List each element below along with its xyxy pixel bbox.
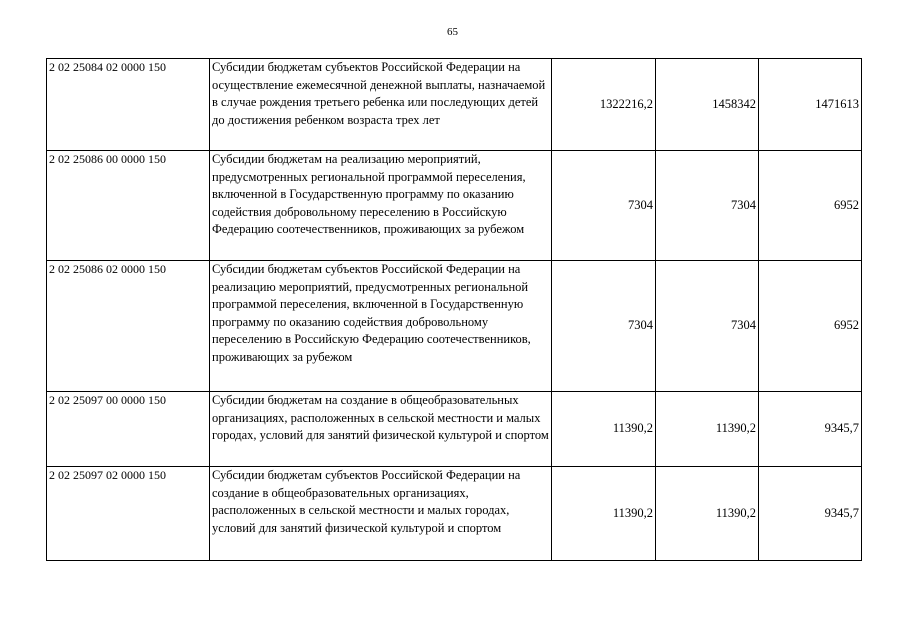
budget-code: 2 02 25086 02 0000 150 [47, 261, 210, 392]
row-description: Субсидии бюджетам субъектов Российской Федерации на создание в общеобразовательных организациях, расположенных в сельской местности и малых городах, условий для занятий физической культурой и спортом [210, 467, 552, 561]
table-row [47, 467, 862, 561]
value-year-3: 6952 [759, 261, 862, 392]
table-row [47, 392, 862, 467]
row-description: Субсидии бюджетам субъектов Российской Федерации на реализацию мероприятий, предусмотренных региональной программой переселения, включенной в Государственную программу по оказанию содействия добровольному переселению в Российскую Федерацию соотечественников, проживающих за рубежом [210, 261, 552, 392]
page-number: 65 [447, 26, 458, 38]
value-year-3: 1471613 [759, 59, 862, 151]
value-year-2: 7304 [656, 261, 759, 392]
value-year-3: 6952 [759, 151, 862, 261]
budget-code: 2 02 25097 02 0000 150 [47, 467, 210, 561]
value-year-2: 11390,2 [656, 467, 759, 561]
value-year-1: 1322216,2 [552, 59, 656, 151]
row-description: Субсидии бюджетам субъектов Российской Федерации на осуществление ежемесячной денежной выплаты, назначаемой в случае рождения третьего ребенка или последующих детей до достижения ребенком возраста трех лет [210, 59, 552, 151]
budget-code: 2 02 25086 00 0000 150 [47, 151, 210, 261]
value-year-3: 9345,7 [759, 392, 862, 467]
value-year-2: 1458342 [656, 59, 759, 151]
row-description: Субсидии бюджетам на реализацию мероприятий, предусмотренных региональной программой переселения, включенной в Государственную программу по оказанию содействия добровольному переселению в Российскую Федерацию соотечественников, проживающих за рубежом [210, 151, 552, 261]
value-year-1: 11390,2 [552, 392, 656, 467]
value-year-1: 11390,2 [552, 467, 656, 561]
row-description: Субсидии бюджетам на создание в общеобразовательных организациях, расположенных в сельской местности и малых городах, условий для занятий физической культурой и спортом [210, 392, 552, 467]
table-row [47, 151, 862, 261]
value-year-2: 11390,2 [656, 392, 759, 467]
table-row [47, 59, 862, 151]
value-year-2: 7304 [656, 151, 759, 261]
value-year-1: 7304 [552, 151, 656, 261]
value-year-3: 9345,7 [759, 467, 862, 561]
value-year-1: 7304 [552, 261, 656, 392]
budget-code: 2 02 25084 02 0000 150 [47, 59, 210, 151]
table-row [47, 261, 862, 392]
budget-table [46, 58, 862, 561]
budget-code: 2 02 25097 00 0000 150 [47, 392, 210, 467]
